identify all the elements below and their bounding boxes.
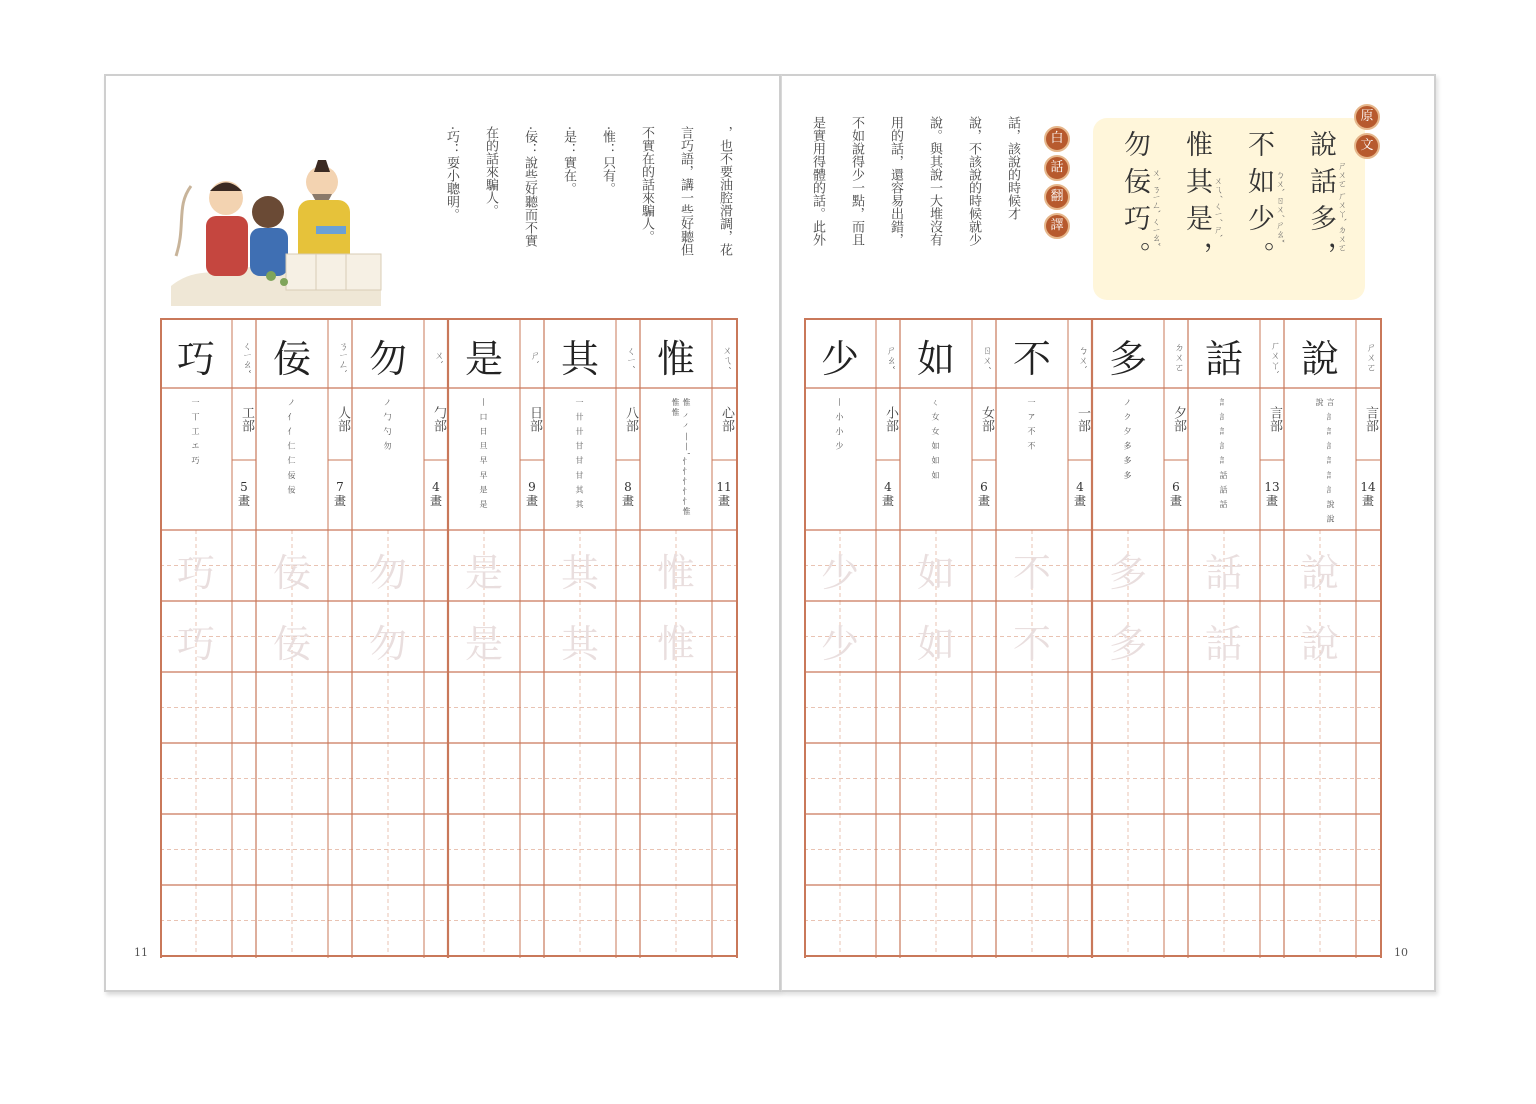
original-zhuyin-2: ㄅㄨˋ ㄖㄨˊ ㄕㄠˇ: [1274, 170, 1284, 244]
left-char-2-stroke-order: 一 卄 卄 甘 甘 甘 其 其: [575, 398, 584, 510]
right-char-4-radical: 一部: [1075, 406, 1090, 432]
explanation-line-7: 在的話來騙人。: [483, 126, 499, 217]
left-char-6-writing-cell-4[interactable]: [160, 743, 232, 814]
left-char-1-glyph: 惟: [656, 337, 695, 381]
left-char-2-writing-cell-4[interactable]: [544, 743, 616, 814]
right-char-6-stroke-count: 4 畫: [881, 480, 894, 508]
original-column-3: 惟其是，: [1181, 130, 1212, 278]
explanation-line-8: ‧巧：耍小聰明。: [444, 126, 460, 222]
left-char-5-glyph: 佞: [272, 337, 311, 381]
translation-badge-char-3: 翻: [1044, 184, 1070, 210]
original-column-4: 勿佞巧。: [1119, 130, 1150, 278]
original-zhuyin-1: ㄕㄨㄛ ㄏㄨㄚˋ ㄉㄨㄛ: [1336, 161, 1346, 253]
right-char-1-trace-1[interactable]: 說: [1300, 551, 1339, 595]
right-char-1-radical: 言部: [1363, 406, 1378, 432]
left-char-2-writing-cell-3[interactable]: [544, 672, 616, 743]
left-char-1-writing-cell-6[interactable]: [640, 885, 712, 956]
left-char-5-stroke-order: ノ 亻 亻 仁 仁 佞 佞: [287, 398, 296, 496]
left-char-3-glyph: 是: [464, 337, 503, 381]
translation-line-5: 不如說得少一點，而且: [849, 116, 865, 246]
practice-grid-right: [804, 318, 1382, 958]
original-badge-char-1: 原: [1354, 104, 1380, 130]
left-char-4-writing-cell-3[interactable]: [352, 672, 424, 743]
right-char-6-writing-cell-6[interactable]: [804, 885, 876, 956]
left-char-5-zhuyin: ㄋㄧㄥˋ: [336, 340, 347, 374]
right-char-4-writing-cell-5[interactable]: [996, 814, 1068, 885]
right-page: [781, 74, 1436, 992]
left-char-4-trace-1[interactable]: 勿: [368, 551, 407, 595]
right-char-5-writing-cell-6[interactable]: [900, 885, 972, 956]
right-char-1-stroke-count: 14 畫: [1360, 480, 1376, 508]
left-char-3-radical: 日部: [527, 406, 542, 432]
right-char-3-trace-1[interactable]: 多: [1108, 551, 1147, 595]
left-page: [104, 74, 781, 992]
right-char-2-radical: 言部: [1267, 406, 1282, 432]
left-char-5-writing-cell-5[interactable]: [256, 814, 328, 885]
left-char-3-stroke-order: 丨 口 日 旦 早 早 是 是: [479, 398, 488, 510]
left-char-4-radical: 勹部: [431, 406, 446, 432]
right-char-4-trace-2[interactable]: 不: [1012, 622, 1051, 666]
left-char-2-trace-1[interactable]: 其: [560, 551, 599, 595]
left-char-6-trace-1[interactable]: 巧: [176, 551, 215, 595]
right-char-5-writing-cell-3[interactable]: [900, 672, 972, 743]
left-char-3-trace-1[interactable]: 是: [464, 551, 503, 595]
right-char-4-writing-cell-3[interactable]: [996, 672, 1068, 743]
left-char-2-glyph: 其: [560, 337, 599, 381]
right-char-3-writing-cell-6[interactable]: [1092, 885, 1164, 956]
translation-badge-char-1: 白: [1044, 126, 1070, 152]
page-number-left: 11: [134, 946, 148, 959]
translation-badge-char-4: 譯: [1044, 213, 1070, 239]
right-char-1-zhuyin: ㄕㄨㄛ: [1364, 342, 1375, 372]
left-char-2-stroke-count: 8 畫: [621, 480, 634, 508]
right-char-5-trace-2[interactable]: 如: [916, 622, 955, 666]
left-char-6-glyph: 巧: [176, 337, 215, 381]
original-text-badge: [1354, 104, 1380, 162]
right-char-3-stroke-count: 6 畫: [1169, 480, 1182, 508]
translation-badge-char-2: 話: [1044, 155, 1070, 181]
right-char-1-writing-cell-5[interactable]: [1284, 814, 1356, 885]
original-text-box: [1093, 118, 1365, 300]
left-char-4-stroke-order: ノ 勹 勺 勿: [383, 398, 392, 452]
right-char-6-zhuyin: ㄕㄠˇ: [884, 344, 895, 370]
left-char-6-radical: 工部: [239, 406, 254, 432]
right-char-2-trace-1[interactable]: 話: [1204, 551, 1243, 595]
right-char-4-writing-cell-4[interactable]: [996, 743, 1068, 814]
right-char-6-radical: 小部: [883, 406, 898, 432]
right-char-2-writing-cell-4[interactable]: [1188, 743, 1260, 814]
translation-line-4: 用的話，還容易出錯，: [888, 116, 904, 246]
translation-line-6: 是實用得體的話。此外: [810, 116, 826, 246]
right-char-3-glyph: 多: [1108, 337, 1147, 381]
left-char-6-stroke-order: 一 丅 工 エ 巧: [191, 398, 200, 467]
right-char-6-trace-1[interactable]: 少: [820, 551, 859, 595]
right-char-6-glyph: 少: [820, 337, 859, 381]
explanation-line-1: ，也不要油腔滑調，花: [717, 126, 733, 256]
right-char-2-glyph: 話: [1204, 337, 1243, 381]
right-char-2-writing-cell-5[interactable]: [1188, 814, 1260, 885]
left-char-3-zhuyin: ㄕˋ: [528, 349, 539, 365]
explanation-line-2: 言巧語，講一些好聽但: [678, 126, 694, 256]
right-char-5-writing-cell-5[interactable]: [900, 814, 972, 885]
right-char-2-trace-2[interactable]: 話: [1204, 622, 1243, 666]
left-char-4-zhuyin: ㄨˋ: [432, 349, 443, 365]
left-char-4-stroke-count: 4 畫: [429, 480, 442, 508]
left-char-1-writing-cell-4[interactable]: [640, 743, 712, 814]
right-char-3-trace-2[interactable]: 多: [1108, 622, 1147, 666]
left-char-1-writing-cell-3[interactable]: [640, 672, 712, 743]
right-char-3-writing-cell-5[interactable]: [1092, 814, 1164, 885]
left-char-2-zhuyin: ㄑㄧˊ: [624, 345, 635, 369]
left-char-6-trace-2[interactable]: 巧: [176, 622, 215, 666]
illustration-scholars: [166, 136, 386, 306]
right-char-1-trace-2[interactable]: 說: [1300, 622, 1339, 666]
original-zhuyin-4: ㄨˋ ㄋㄧㄥˋ ㄑㄧㄠˇ: [1150, 167, 1160, 247]
explanation-line-5: ‧是：實在。: [561, 126, 577, 196]
right-char-2-stroke-order: 訁 訁 訁 訁 訁 話 話 話: [1219, 398, 1228, 510]
right-char-5-zhuyin: ㄖㄨˊ: [980, 344, 991, 370]
right-char-4-glyph: 不: [1012, 337, 1051, 381]
explanation-line-3: 不實在的話來騙人。: [639, 126, 655, 243]
right-char-6-writing-cell-4[interactable]: [804, 743, 876, 814]
left-char-2-writing-cell-5[interactable]: [544, 814, 616, 885]
right-char-4-stroke-count: 4 畫: [1073, 480, 1086, 508]
left-char-4-trace-2[interactable]: 勿: [368, 622, 407, 666]
left-char-6-writing-cell-5[interactable]: [160, 814, 232, 885]
right-char-3-writing-cell-4[interactable]: [1092, 743, 1164, 814]
right-char-6-stroke-order: 丨 小 小 少: [835, 398, 844, 452]
original-column-2: 不如少。: [1243, 130, 1274, 278]
right-char-5-stroke-count: 6 畫: [977, 480, 990, 508]
right-char-4-stroke-order: 一 ア 不 不: [1027, 398, 1036, 452]
left-char-5-radical: 人部: [335, 406, 350, 432]
right-char-1-writing-cell-4[interactable]: [1284, 743, 1356, 814]
page-number-right: 10: [1394, 946, 1408, 959]
left-char-3-trace-2[interactable]: 是: [464, 622, 503, 666]
left-char-1-zhuyin: ㄨㄟˊ: [720, 344, 731, 370]
left-char-1-writing-cell-5[interactable]: [640, 814, 712, 885]
translation-line-2: 說，不該說的時候就少: [966, 116, 982, 246]
explanation-line-4: ‧惟：只有。: [600, 126, 616, 196]
right-char-5-stroke-order: ㄑ 女 女 如 如 如: [931, 398, 940, 481]
left-char-1-trace-2[interactable]: 惟: [656, 622, 695, 666]
left-char-6-writing-cell-6[interactable]: [160, 885, 232, 956]
explanation-line-6: ‧佞：說些好聽而不實: [522, 126, 538, 248]
right-char-3-stroke-order: ノ ク 夕 多 多 多: [1123, 398, 1132, 481]
left-char-6-stroke-count: 5 畫: [237, 480, 250, 508]
right-char-1-glyph: 說: [1300, 337, 1339, 381]
right-char-6-trace-2[interactable]: 少: [820, 622, 859, 666]
left-char-2-radical: 八部: [623, 406, 638, 432]
right-char-2-stroke-count: 13 畫: [1264, 480, 1280, 508]
right-char-4-zhuyin: ㄅㄨˋ: [1076, 344, 1087, 370]
left-char-1-trace-1[interactable]: 惟: [656, 551, 695, 595]
left-char-1-stroke-order: 惟 ㇒㇒丨丨'忄忄忄忄忄惟惟惟: [671, 398, 691, 517]
left-char-3-stroke-count: 9 畫: [525, 480, 538, 508]
right-char-3-writing-cell-3[interactable]: [1092, 672, 1164, 743]
right-char-5-radical: 女部: [979, 406, 994, 432]
left-char-3-writing-cell-6[interactable]: [448, 885, 520, 956]
left-char-5-writing-cell-6[interactable]: [256, 885, 328, 956]
right-char-5-glyph: 如: [916, 337, 955, 381]
left-char-1-stroke-count: 11 畫: [716, 480, 732, 508]
left-char-5-stroke-count: 7 畫: [333, 480, 346, 508]
left-char-5-writing-cell-4[interactable]: [256, 743, 328, 814]
right-char-3-radical: 夕部: [1171, 406, 1186, 432]
right-char-6-writing-cell-5[interactable]: [804, 814, 876, 885]
left-char-4-writing-cell-5[interactable]: [352, 814, 424, 885]
left-char-4-writing-cell-6[interactable]: [352, 885, 424, 956]
right-char-2-writing-cell-6[interactable]: [1188, 885, 1260, 956]
left-char-6-zhuyin: ㄑㄧㄠˇ: [240, 340, 251, 374]
left-char-2-writing-cell-6[interactable]: [544, 885, 616, 956]
left-char-2-trace-2[interactable]: 其: [560, 622, 599, 666]
right-char-2-zhuyin: ㄏㄨㄚˋ: [1268, 339, 1279, 375]
left-char-3-writing-cell-3[interactable]: [448, 672, 520, 743]
right-char-3-zhuyin: ㄉㄨㄛ: [1172, 342, 1183, 372]
left-char-4-writing-cell-4[interactable]: [352, 743, 424, 814]
translation-line-3: 說。與其說一大堆沒有: [927, 116, 943, 246]
practice-grid-left: [160, 318, 738, 958]
right-char-5-trace-1[interactable]: 如: [916, 551, 955, 595]
translation-line-1: 話，該說的時候才: [1005, 116, 1021, 220]
left-char-3-writing-cell-4[interactable]: [448, 743, 520, 814]
right-char-5-writing-cell-4[interactable]: [900, 743, 972, 814]
right-char-1-stroke-order: 言 訁 訁 訁 訁 訁 訁 說 說 說: [1315, 398, 1335, 525]
translation-badge: [1044, 126, 1070, 242]
right-char-4-writing-cell-6[interactable]: [996, 885, 1068, 956]
original-zhuyin-3: ㄨㄟˊ ㄑㄧˊ ㄕˋ: [1212, 175, 1222, 239]
left-char-5-trace-2[interactable]: 佞: [272, 622, 311, 666]
left-char-1-radical: 心部: [719, 406, 734, 432]
left-char-5-trace-1[interactable]: 佞: [272, 551, 311, 595]
right-char-4-trace-1[interactable]: 不: [1012, 551, 1051, 595]
left-char-4-glyph: 勿: [368, 337, 407, 381]
left-char-6-writing-cell-3[interactable]: [160, 672, 232, 743]
right-char-6-writing-cell-3[interactable]: [804, 672, 876, 743]
right-char-1-writing-cell-6[interactable]: [1284, 885, 1356, 956]
right-char-2-writing-cell-3[interactable]: [1188, 672, 1260, 743]
original-column-1: 說話多，: [1305, 130, 1336, 278]
left-char-5-writing-cell-3[interactable]: [256, 672, 328, 743]
original-badge-char-2: 文: [1354, 133, 1380, 159]
left-char-3-writing-cell-5[interactable]: [448, 814, 520, 885]
right-char-1-writing-cell-3[interactable]: [1284, 672, 1356, 743]
